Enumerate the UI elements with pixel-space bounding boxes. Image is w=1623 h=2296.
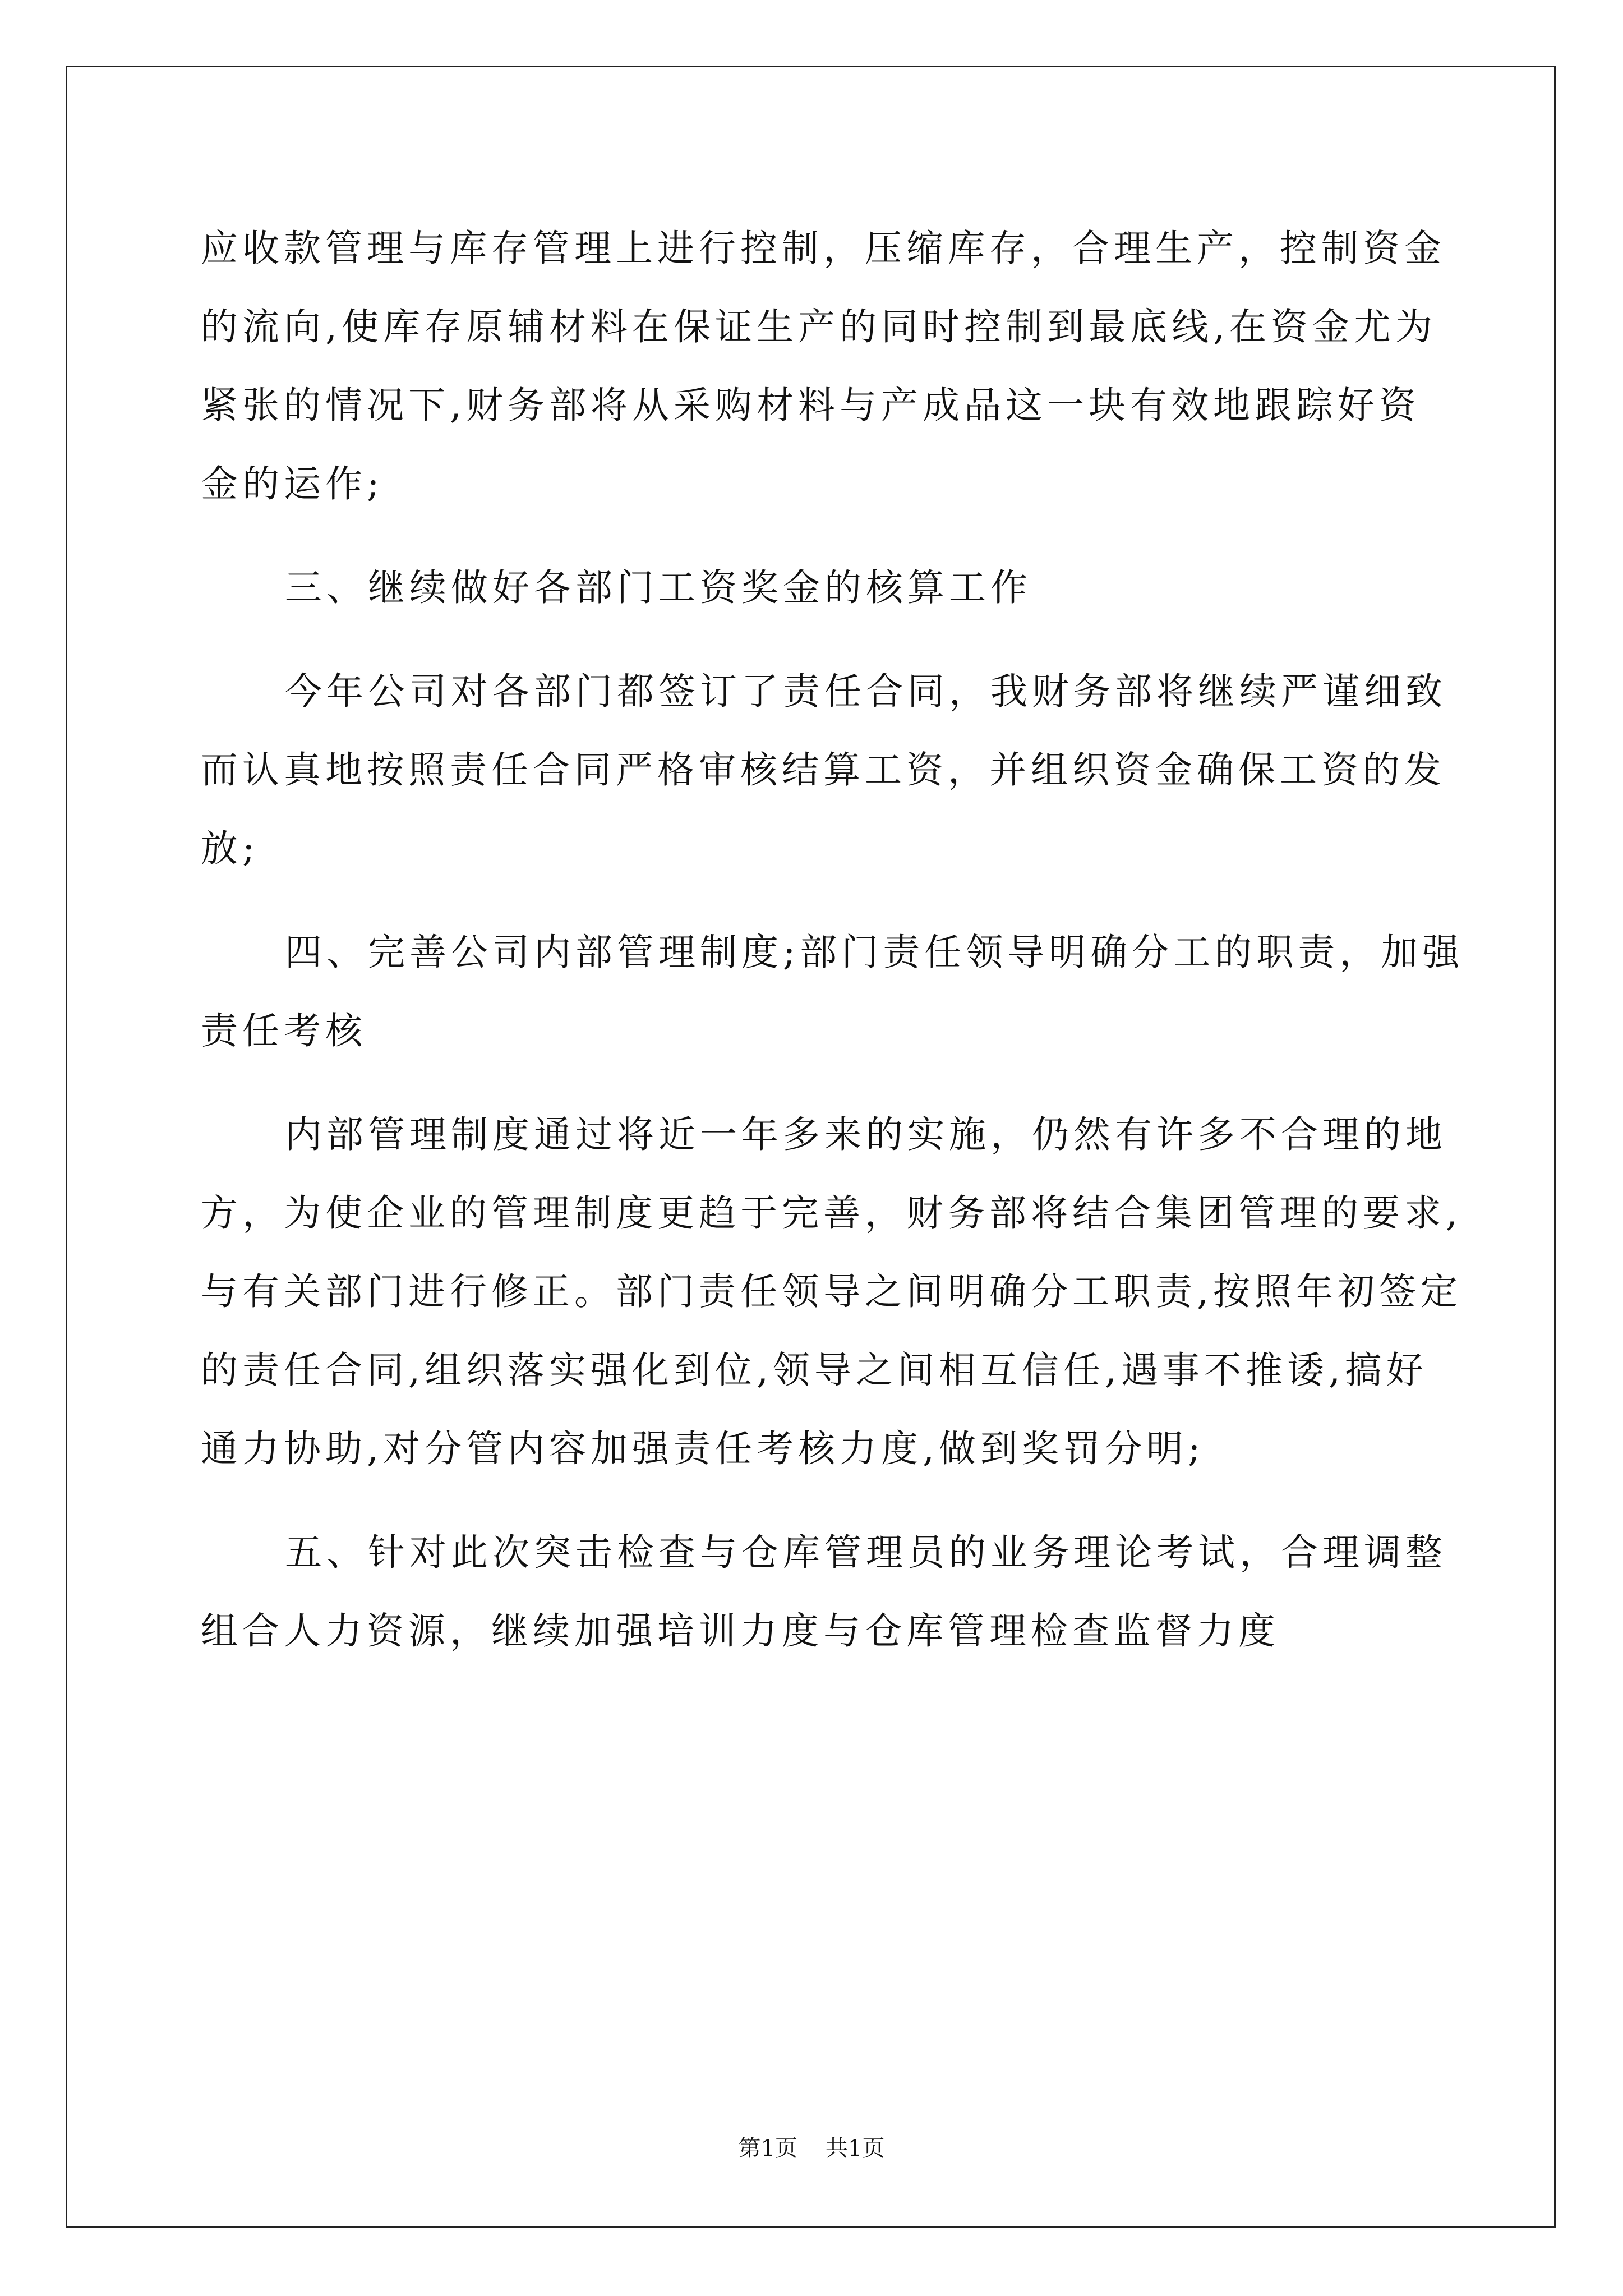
text-line: 今年公司对各部门都签订了责任合同，我财务部将继续严谨细致 <box>285 670 1447 713</box>
text-line: 与有关部门进行修正。部门责任领导之间明确分工职责,按照年初签定 <box>201 1270 1462 1313</box>
text-line: 方，为使企业的管理制度更趋于完善，财务部将结合集团管理的要求, <box>201 1191 1462 1235</box>
text-line: 内部管理制度通过将近一年多来的实施，仍然有许多不合理的地 <box>285 1113 1447 1156</box>
text-line: 通力协助,对分管内容加强责任考核力度,做到奖罚分明; <box>201 1427 1205 1470</box>
page-number: 第1页 <box>738 2136 797 2161</box>
text-line: 紧张的情况下,财务部将从采购材料与产成品这一块有效地跟踪好资 <box>201 384 1421 427</box>
section-heading: 组合人力资源，继续加强培训力度与仓库管理检查监督力度 <box>201 1609 1280 1653</box>
text-line: 应收款管理与库存管理上进行控制，压缩库存，合理生产，控制资金 <box>201 227 1446 270</box>
text-line: 金的运作; <box>201 462 384 505</box>
text-line: 放; <box>201 827 260 870</box>
text-line: 的流向,使库存原辅材料在保证生产的同时控制到最底线,在资金尤为 <box>201 305 1437 348</box>
section-heading: 五、针对此次突击检查与仓库管理员的业务理论考试，合理调整 <box>285 1531 1447 1574</box>
page-total: 共1页 <box>826 2136 885 2161</box>
page-footer <box>0 2134 1623 2162</box>
section-heading: 责任考核 <box>201 1009 367 1052</box>
section-heading: 三、继续做好各部门工资奖金的核算工作 <box>285 566 1032 609</box>
text-line: 而认真地按照责任合同严格审核结算工资，并组织资金确保工资的发 <box>201 748 1446 792</box>
section-heading: 四、完善公司内部管理制度;部门责任领导明确分工的职责，加强 <box>285 931 1464 974</box>
text-line: 的责任合同,组织落实强化到位,领导之间相互信任,遇事不推诿,搞好 <box>201 1349 1428 1392</box>
